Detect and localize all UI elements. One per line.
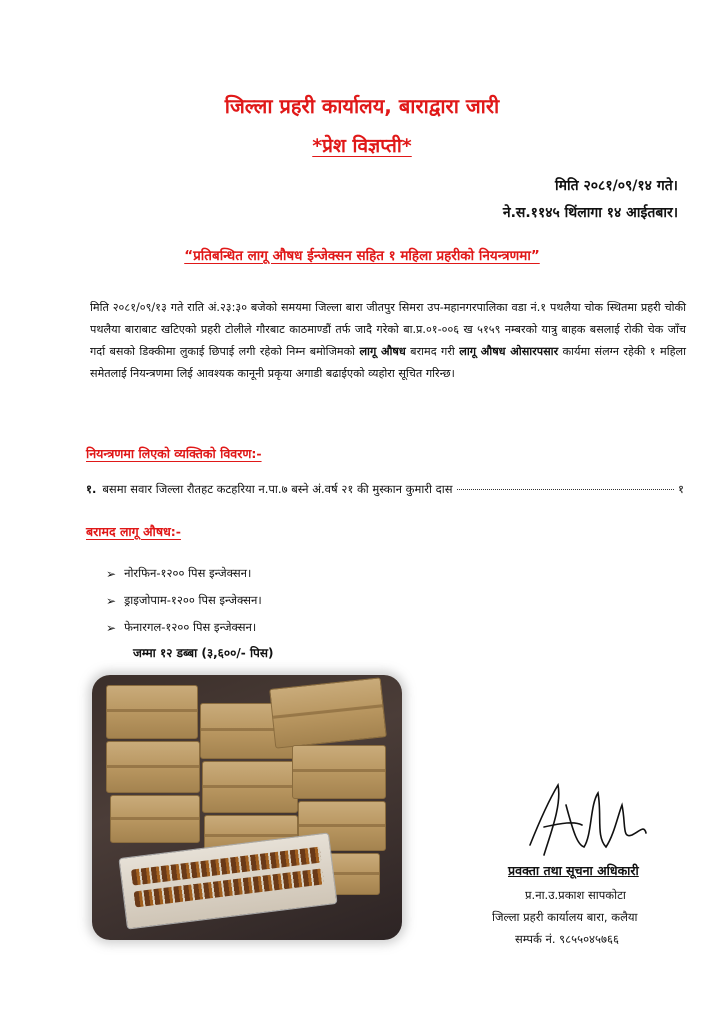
detainee-row: [86, 482, 684, 497]
list-item: [106, 614, 262, 641]
detainee-number: १.: [86, 482, 97, 496]
dotted-leader: [457, 489, 675, 490]
drug-item-label: नोरफिन-१२०० पिस इन्जेक्सन।: [124, 566, 252, 580]
signatory-name: प्र.ना.उ.प्रकाश सापकोटा: [525, 888, 626, 902]
body-text-part2: बरामद गरी: [405, 345, 460, 358]
package-box: [269, 677, 387, 748]
signatory-title: प्रवक्ता तथा सूचना अधिकारी: [508, 863, 639, 878]
body-text-part3: कार्यमा संलग्न रहेकी १ महिला समेतलाई नियन्त्रणमा लिई आवश्यक कानूनी प्रकृया अगाडी बढाईएको व्यहोरा सूचित गरिन्छ।: [90, 345, 687, 380]
list-item: [106, 560, 262, 587]
signature-stroke: [530, 785, 646, 855]
seized-drugs-heading: बरामद लागू औषध:-: [86, 524, 181, 539]
body-paragraph: [90, 297, 686, 385]
arrow-bullet-icon: ➢: [106, 593, 117, 608]
body-bold-trafficking: लागू औषध ओसारपसार: [459, 345, 559, 358]
detainee-count: १: [678, 482, 684, 496]
list-item: [106, 587, 262, 614]
bs-date: मिति २०८१/०९/१४ गते।: [555, 178, 678, 194]
drug-item-label: ड्राइजोपाम-१२०० पिस इन्जेक्सन।: [124, 593, 262, 607]
seized-drugs-list: [106, 560, 262, 641]
arrow-bullet-icon: ➢: [106, 566, 117, 581]
headline: [0, 246, 724, 264]
signatory-office: जिल्ला प्रहरी कार्यालय बारा, कलैया: [492, 910, 638, 924]
evidence-photo: [92, 675, 402, 940]
package-box: [106, 685, 198, 739]
arrow-bullet-icon: ➢: [106, 620, 117, 635]
ampoule-tray: [118, 832, 337, 929]
body-text-part1: मिति २०८१/०९/१३ गते राति अं.२३:३० बजेको समयमा जिल्ला बारा जीतपुर सिमरा उप-महानगरपालिका वडा नं.१ पथलैया चोक स्थितमा प्रहरी चोकी पथलैया बाराबाट खटिएको प्रहरी टोलीले गौरबाट काठमाण्डौं तर्फ जादै गरेको बा.प्र.०१-००६ ख ५१५९ नम्बरको यात्रु बाहक बसलाई रोकी चेक जाँच गर्दा बसको डिक्कीमा लुकाई छिपाई लगी रहेको निम्न बमोजिमको: [90, 301, 686, 358]
press-release-title: [0, 132, 724, 158]
press-release-label: *प्रेश विज्ञप्ती*: [312, 135, 412, 157]
ns-date: ने.स.११४५ थिंलागा १४ आईतबार।: [502, 205, 678, 221]
drug-item-label: फेनारगल-१२०० पिस इन्जेक्सन।: [124, 620, 257, 634]
signature: [522, 775, 652, 867]
issuing-office-title: जिल्ला प्रहरी कार्यालय, बाराद्वारा जारी: [224, 94, 500, 118]
seized-total: जम्मा १२ डब्बा (३,६००/- पिस): [133, 646, 274, 660]
body-bold-drug: लागू औषध: [359, 345, 406, 358]
detainee-details: बसमा सवार जिल्ला रौतहट कटहरिया न.पा.७ बस्ने अं.वर्ष २१ की मुस्कान कुमारी दास: [102, 482, 453, 496]
package-box: [110, 795, 200, 843]
package-box: [202, 761, 298, 813]
package-box: [106, 741, 200, 793]
signatory-contact: सम्पर्क नं. ९८५५०४५७६६: [515, 932, 619, 946]
headline-text: “प्रतिबन्धित लागू औषध ईन्जेक्सन सहित १ महिला प्रहरीको नियन्त्रणमा”: [184, 248, 540, 264]
package-box: [292, 745, 386, 799]
detained-heading: नियन्त्रणमा लिएको व्यक्तिको विवरण:-: [86, 446, 262, 461]
